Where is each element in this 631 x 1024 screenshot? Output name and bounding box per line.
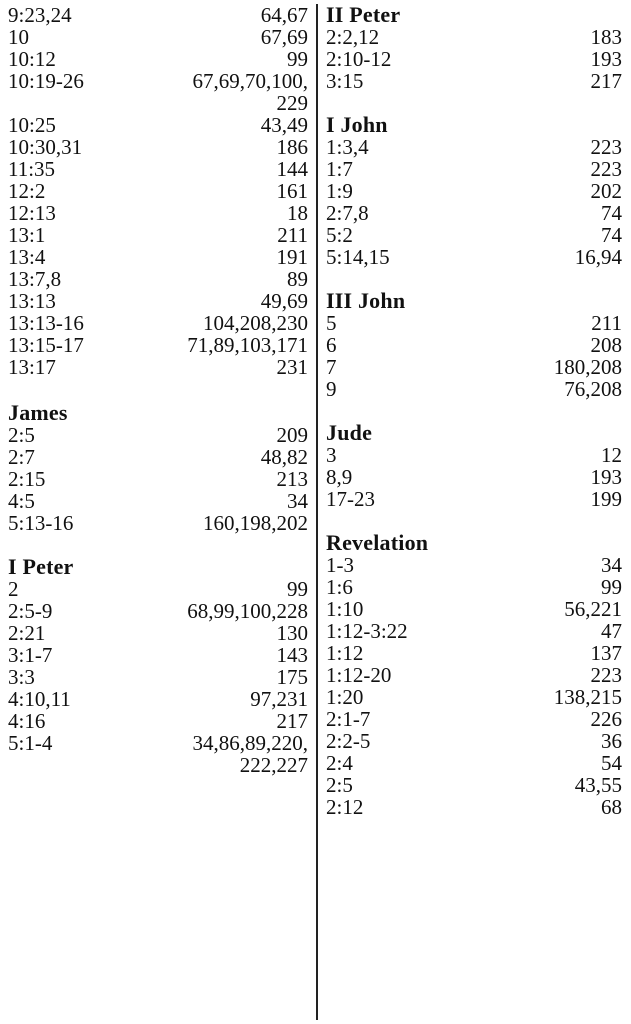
verse-reference: 1:9	[326, 179, 353, 203]
index-entry	[326, 26, 622, 48]
page-numbers: 217	[590, 69, 622, 93]
book-heading: James	[8, 400, 68, 425]
page-numbers: 74	[601, 201, 622, 225]
page-numbers: 12	[601, 443, 622, 467]
verse-reference: 13:13-16	[8, 311, 84, 335]
verse-reference: 1:7	[326, 157, 353, 181]
index-entry	[326, 664, 622, 686]
page-numbers: 202	[590, 179, 622, 203]
index-entry	[326, 730, 622, 752]
verse-reference: 1:12-20	[326, 663, 392, 687]
page-numbers: 193	[590, 465, 622, 489]
page-numbers: 34	[287, 489, 308, 513]
verse-reference: 2:2-5	[326, 729, 371, 753]
verse-reference: 11:35	[8, 157, 56, 181]
verse-reference: 1:12	[326, 641, 364, 665]
page-numbers: 43,55	[574, 773, 622, 797]
verse-reference: 2	[8, 577, 19, 601]
index-entry	[326, 444, 622, 466]
page-numbers: 68	[601, 795, 622, 819]
index-entry	[8, 334, 308, 356]
verse-reference: 12:13	[8, 201, 56, 225]
page-numbers: 104,208,230	[203, 311, 308, 335]
verse-reference: 10	[8, 25, 29, 49]
index-entry	[8, 688, 308, 710]
index-entry	[8, 578, 308, 600]
verse-reference: 4:5	[8, 489, 35, 513]
verse-reference: 2:4	[326, 751, 353, 775]
verse-reference: 5:13-16	[8, 511, 74, 535]
index-entry	[8, 732, 308, 776]
verse-reference: 3:15	[326, 69, 364, 93]
verse-reference: 5:1-4	[8, 731, 53, 755]
index-entry	[8, 710, 308, 732]
index-column-right	[326, 4, 622, 840]
verse-reference: 2:5-9	[8, 599, 53, 623]
index-entry	[326, 576, 622, 598]
page-numbers: 223	[590, 663, 622, 687]
page-numbers: 143	[276, 643, 308, 667]
book-heading: Jude	[326, 420, 373, 445]
verse-reference: 13:7,8	[8, 267, 62, 291]
page-numbers: 97,231	[250, 687, 308, 711]
page-numbers: 211	[591, 311, 622, 335]
page-numbers: 183	[590, 25, 622, 49]
verse-reference: 13:4	[8, 245, 46, 269]
index-entry	[326, 708, 622, 730]
verse-reference: 3:3	[8, 665, 35, 689]
verse-reference: 13:17	[8, 355, 56, 379]
index-entry	[8, 202, 308, 224]
page-numbers: 34	[601, 553, 622, 577]
index-section-continued	[8, 4, 308, 378]
index-entry	[326, 752, 622, 774]
page-numbers: 213	[276, 467, 308, 491]
book-heading: Revelation	[326, 530, 429, 555]
verse-reference: 6	[326, 333, 337, 357]
verse-reference: 10:12	[8, 47, 56, 71]
page-numbers: 49,69	[260, 289, 308, 313]
page-numbers: 144	[276, 157, 308, 181]
verse-reference: 17-23	[326, 487, 375, 511]
index-entry	[326, 466, 622, 488]
index-entry	[8, 290, 308, 312]
index-section-james	[8, 402, 308, 534]
index-entry	[326, 246, 622, 268]
verse-reference: 8,9	[326, 465, 353, 489]
page-numbers: 223	[590, 135, 622, 159]
index-entry	[8, 600, 308, 622]
page-numbers: 64,67	[260, 3, 308, 27]
index-entry	[326, 70, 622, 92]
index-entry	[8, 512, 308, 534]
page-numbers: 180,208	[553, 355, 622, 379]
page-numbers: 89	[287, 267, 308, 291]
index-entry	[326, 180, 622, 202]
page-numbers: 76,208	[564, 377, 622, 401]
index-entry	[8, 136, 308, 158]
verse-reference: 2:1-7	[326, 707, 371, 731]
index-entry	[326, 554, 622, 576]
verse-reference: 13:15-17	[8, 333, 84, 357]
index-entry	[326, 356, 622, 378]
verse-reference: 1:12-3:22	[326, 619, 408, 643]
index-entry	[326, 598, 622, 620]
verse-reference: 13:1	[8, 223, 46, 247]
page-numbers: 199	[590, 487, 622, 511]
index-entry	[326, 334, 622, 356]
page-numbers: 208	[590, 333, 622, 357]
verse-reference: 4:10,11	[8, 687, 71, 711]
index-entry	[326, 136, 622, 158]
page-numbers: 193	[590, 47, 622, 71]
index-entry	[326, 796, 622, 818]
page-numbers: 211	[277, 223, 308, 247]
book-heading: I Peter	[8, 554, 74, 579]
index-entry	[326, 312, 622, 334]
book-heading: III John	[326, 288, 406, 313]
verse-reference: 3	[326, 443, 337, 467]
index-entry	[8, 4, 308, 26]
page-numbers: 68,99,100,228	[187, 599, 308, 623]
page-numbers: 54	[601, 751, 622, 775]
index-entry	[8, 224, 308, 246]
index-entry	[8, 26, 308, 48]
page-numbers: 48,82	[260, 445, 308, 469]
page-numbers: 160,198,202	[203, 511, 308, 535]
page-numbers: 43,49	[260, 113, 308, 137]
page-numbers: 209	[276, 423, 308, 447]
index-column-left	[8, 4, 308, 798]
index-entry	[8, 490, 308, 512]
index-entry	[8, 424, 308, 446]
book-heading: II Peter	[326, 2, 401, 27]
page-numbers: 34,86,89,220, 222,227	[192, 731, 308, 777]
index-entry	[8, 48, 308, 70]
index-entry	[8, 446, 308, 468]
index-entry	[8, 312, 308, 334]
index-entry	[8, 70, 308, 114]
index-entry	[326, 620, 622, 642]
verse-reference: 2:21	[8, 621, 46, 645]
verse-reference: 13:13	[8, 289, 56, 313]
verse-reference: 2:2,12	[326, 25, 380, 49]
verse-reference: 5:14,15	[326, 245, 390, 269]
page-numbers: 138,215	[553, 685, 622, 709]
verse-reference: 10:30,31	[8, 135, 83, 159]
page-numbers: 67,69,70,100, 229	[192, 69, 308, 115]
index-entry	[326, 48, 622, 70]
verse-reference: 10:25	[8, 113, 56, 137]
page-numbers: 71,89,103,171	[187, 333, 308, 357]
verse-reference: 2:12	[326, 795, 364, 819]
page-numbers: 231	[276, 355, 308, 379]
index-entry	[8, 180, 308, 202]
index-entry	[326, 202, 622, 224]
verse-reference: 4:16	[8, 709, 46, 733]
verse-reference: 9	[326, 377, 337, 401]
page-numbers: 99	[287, 577, 308, 601]
verse-reference: 5	[326, 311, 337, 335]
page-numbers: 226	[590, 707, 622, 731]
verse-reference: 1:3,4	[326, 135, 369, 159]
page-numbers: 18	[287, 201, 308, 225]
index-entry	[8, 246, 308, 268]
verse-reference: 9:23,24	[8, 3, 72, 27]
index-section-jude	[326, 422, 622, 510]
verse-reference: 2:7,8	[326, 201, 369, 225]
page-numbers: 186	[276, 135, 308, 159]
index-entry	[8, 158, 308, 180]
verse-reference: 7	[326, 355, 337, 379]
index-entry	[326, 488, 622, 510]
page-numbers: 47	[601, 619, 622, 643]
index-section-i-peter	[8, 556, 308, 776]
index-section-i-john	[326, 114, 622, 268]
verse-reference: 12:2	[8, 179, 46, 203]
verse-reference: 10:19-26	[8, 69, 84, 93]
page-numbers: 36	[601, 729, 622, 753]
verse-reference: 2:5	[326, 773, 353, 797]
verse-reference: 2:5	[8, 423, 35, 447]
index-entry	[8, 622, 308, 644]
page-numbers: 191	[276, 245, 308, 269]
page-numbers: 137	[590, 641, 622, 665]
column-divider	[316, 4, 318, 1020]
verse-reference: 1:6	[326, 575, 353, 599]
index-entry	[8, 114, 308, 136]
index-entry	[8, 644, 308, 666]
verse-reference: 5:2	[326, 223, 353, 247]
index-entry	[8, 468, 308, 490]
index-section-revelation	[326, 532, 622, 818]
index-entry	[326, 224, 622, 246]
verse-reference: 1-3	[326, 553, 354, 577]
page-numbers: 99	[287, 47, 308, 71]
page-numbers: 74	[601, 223, 622, 247]
page-numbers: 223	[590, 157, 622, 181]
page-numbers: 217	[276, 709, 308, 733]
book-heading: I John	[326, 112, 388, 137]
verse-reference: 1:20	[326, 685, 364, 709]
index-entry	[326, 642, 622, 664]
page-numbers: 99	[601, 575, 622, 599]
index-entry	[326, 774, 622, 796]
page-numbers: 175	[276, 665, 308, 689]
index-entry	[326, 158, 622, 180]
page-numbers: 67,69	[260, 25, 308, 49]
index-entry	[8, 268, 308, 290]
verse-reference: 1:10	[326, 597, 364, 621]
verse-reference: 2:15	[8, 467, 46, 491]
page-numbers: 130	[276, 621, 308, 645]
page-numbers: 16,94	[574, 245, 622, 269]
verse-reference: 3:1-7	[8, 643, 53, 667]
index-entry	[326, 686, 622, 708]
index-section-ii-peter	[326, 4, 622, 92]
verse-reference: 2:7	[8, 445, 35, 469]
verse-reference: 2:10-12	[326, 47, 392, 71]
page-numbers: 56,221	[564, 597, 622, 621]
index-entry	[8, 356, 308, 378]
index-entry	[8, 666, 308, 688]
page-numbers: 161	[276, 179, 308, 203]
index-section-iii-john	[326, 290, 622, 400]
index-entry	[326, 378, 622, 400]
